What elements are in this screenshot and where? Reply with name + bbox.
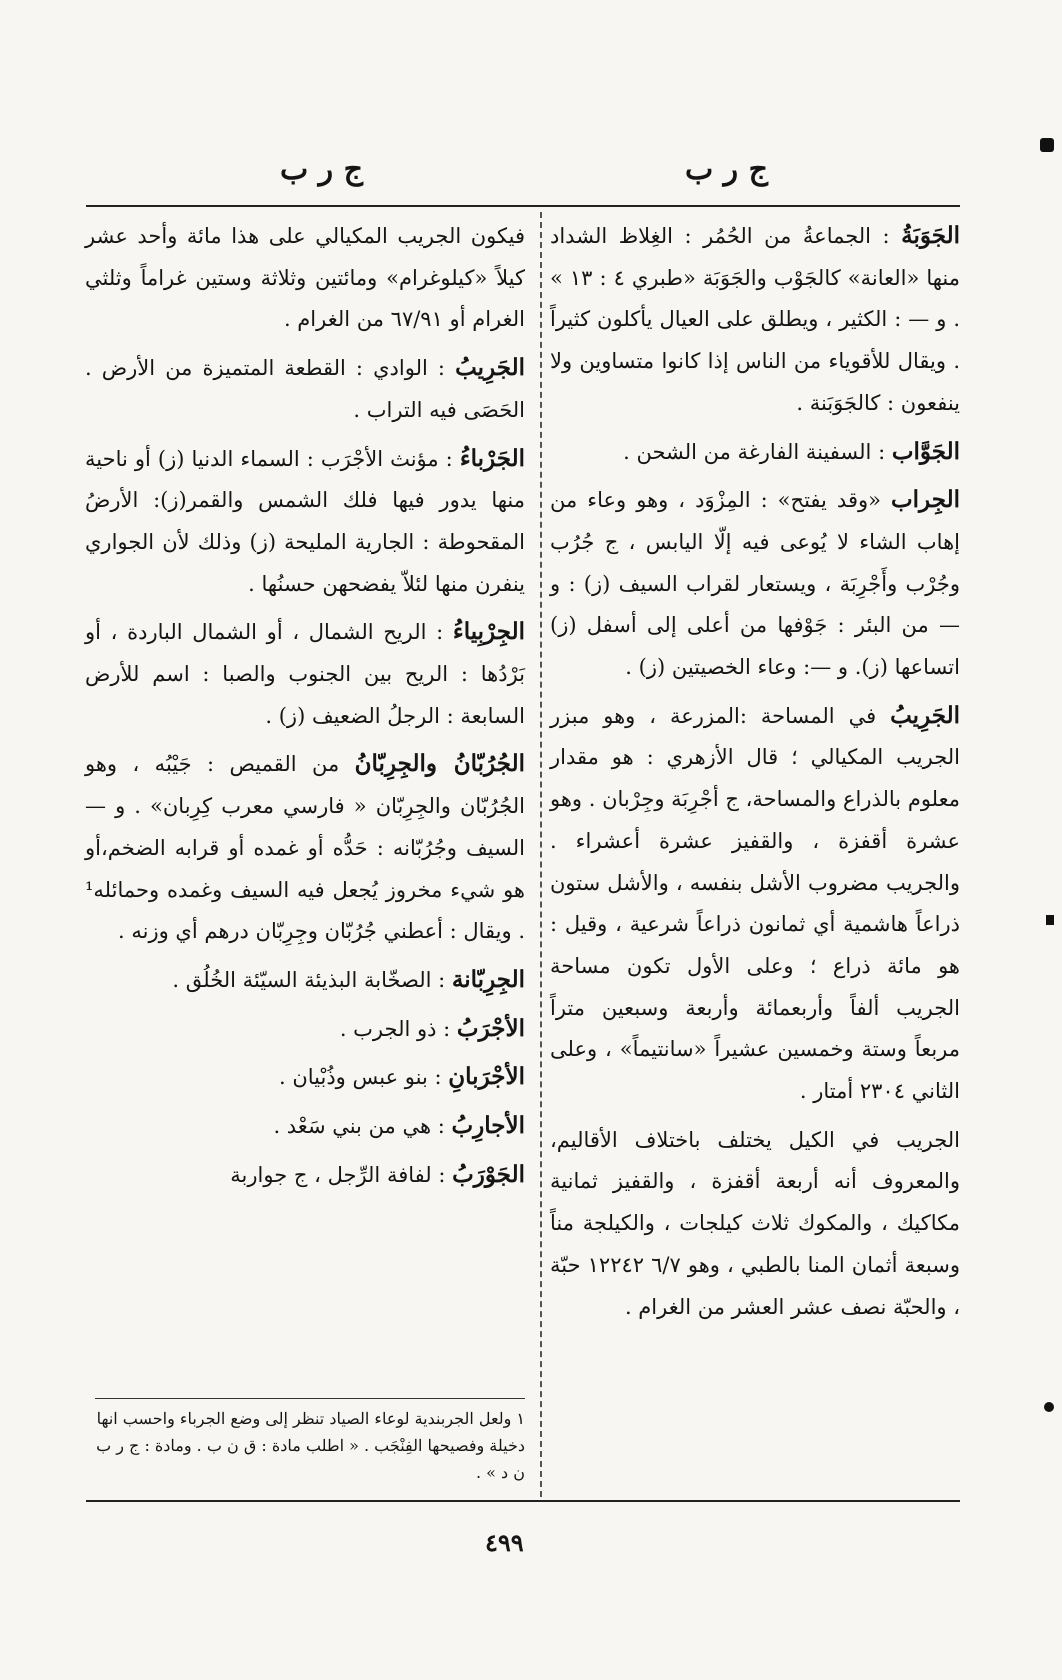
headword: الجِرِبّانة	[451, 965, 525, 993]
headword: الجُرُبّانُ والجِرِبّانُ	[354, 750, 525, 778]
entry	[550, 215, 960, 425]
headword: الجَوَّاب	[891, 437, 960, 465]
scan-edge-mark	[1044, 1402, 1054, 1412]
entry	[550, 431, 960, 474]
scan-edge-mark	[1040, 138, 1054, 152]
definition: فيكون الجريب المكيالي على هذا مائة وأحد عشر كيلاً «كيلوغرام» ومائتين وثلاثة وستين غراماً وثلثي الغرام أو ٦٧/٩١ من الغرام .	[85, 224, 525, 332]
entry	[550, 479, 960, 689]
headword: الأجارِبُ	[451, 1112, 525, 1140]
definition: : الصخّابة البذيئة السيّئة الخُلُق .	[172, 967, 446, 992]
scan-edge-mark	[1046, 915, 1054, 925]
column-divider	[540, 212, 542, 1497]
headword: الأجْرَبُ	[456, 1014, 525, 1042]
headword: الجِرْبِياءُ	[452, 618, 525, 646]
entry	[85, 1008, 525, 1051]
definition: في المساحة :المزرعة ، وهو مبزر الجريب المكيالي ؛ قال الأزهري : هو مقدار معلوم بالذراع والمساحة، ج أجْرِبَة وجِرْبان . وهو عشرة أقفزة ، والقفيز عشرة أعشراء . والجريب مضروب الأشل بنفسه ، والأشل ستون ذراعاً هاشمية أي ثمانون ذراعاً شرعية ، وقيل : هو مائة ذراع ؛ وعلى الأول تكون مساحة الجريب ألفاً وأربعمائة وأربعة وسبعين متراً مربعاً وستة وخمسين عشيراً «سانتيماً» ، وعلى الثاني ٢٣٠٤ أمتار .	[550, 703, 960, 1104]
headword: الجَوَبَةُ	[901, 222, 960, 249]
footer-rule	[86, 1500, 960, 1502]
definition: «وقد يفتح» : المِزْوَد ، وهو وعاء من إهاب الشاء لا يُوعى فيه إلّا اليابس ، ج جُرُب وجُرْب وأَجْرِبَة ، ويستعار لقراب السيف (ز) : و — من البئر : جَوْفها من أعلى إلى أسفل (ز) اتساعها (ز). و —: وعاء الخصيتين (ز) .	[550, 488, 960, 680]
definition: : بنو عبس وذُبْيان .	[278, 1065, 442, 1090]
definition: من القميص : جَيْبُه ، وهو الجُرُبّان والجِرِبّان « فارسي معرب كِرِبان» . و — السيف وجُرُبّانه : حَدُّه أو غمده أو قرابه الضخم،أو هو شيء مخروز يُجعل فيه السيف وغمده وحمائله¹ . ويقال : أعطني جُرُبّان وجِرِبّان درهم أي وزنه .	[85, 752, 525, 944]
definition: : هي من بني سَعْد .	[273, 1114, 445, 1139]
headword: الجَرِيبُ	[455, 354, 525, 382]
entry	[85, 438, 525, 606]
entry	[85, 215, 525, 341]
entry	[550, 1119, 960, 1329]
definition: : الوادي : القطعة المتميزة من الأرض . الحَصَى فيه التراب .	[85, 356, 525, 422]
entry	[85, 743, 525, 953]
footnote-rule	[95, 1398, 525, 1399]
entry	[550, 695, 960, 1113]
headword: الجَوْرَبُ	[452, 1160, 525, 1188]
definition: الجريب في الكيل يختلف باختلاف الأقاليم، والمعروف أنه أربعة أقفزة ، والقفيز ثمانية مكاكيك ، والمكوك ثلاث كيلجات ، والكيلجة مناً وسبعة أثمان المنا بالطبي ، وهو ٦/٧ ١٢٢٤٢ حبّة ، والحبّة نصف عشر العشر من الغرام .	[550, 1127, 960, 1319]
entry	[85, 1056, 525, 1099]
headword: الجِراب	[891, 486, 960, 514]
running-header-right: ج ر ب	[685, 152, 768, 187]
definition: : السفينة الفارغة من الشحن .	[623, 439, 886, 464]
entry	[85, 1154, 525, 1197]
entry	[85, 1105, 525, 1148]
page-number: ٤٩٩	[485, 1528, 524, 1557]
footnote: ١ ولعل الجربندية لوعاء الصياد تنظر إلى وضع الجرباء واحسب انها دخيلة وفصيحها الفِنْجَب . « اطلب مادة : ق ن ب . ومادة : ج ر ب ن د » .	[96, 1409, 525, 1482]
entry	[85, 959, 525, 1002]
headword: الجَرْباءُ	[459, 444, 525, 472]
definition: : الريح الشمال ، أو الشمال الباردة ، أو بَرْدُها : الريح بين الجنوب والصبا : اسم للأرض السابعة : الرجلُ الضعيف (ز) .	[85, 620, 525, 728]
running-header-left: ج ر ب	[280, 152, 363, 187]
headword: الأجْرَبانِ	[448, 1063, 525, 1091]
header-rule	[86, 205, 960, 207]
entry	[85, 611, 525, 737]
definition: : ذو الجرب .	[339, 1016, 451, 1041]
left-column	[85, 215, 525, 1202]
definition: : لفافة الرِّجل ، ج جواربة	[230, 1162, 446, 1187]
entry	[85, 347, 525, 431]
right-column	[550, 215, 960, 1334]
definition: : الجماعةُ من الحُمُر : الغِلاظ الشداد منها «العانة» كالجَوْب والجَوَبَة «طبري ٤ : ١٣ » . و — : الكثير ، ويطلق على العيال يأكلون كثيراً . ويقال للأقوياء من الناس إذا كانوا متساوين ولا ينفعون : كالجَوَبَنة .	[550, 224, 960, 415]
headword: الجَرِيبُ	[890, 701, 960, 729]
definition: : مؤنث الأجْرَب : السماء الدنيا (ز) أو ناحية منها يدور فيها فلك الشمس والقمر(ز): الأرضُ المقحوطة : الجارية المليحة (ز) وذلك لأن الجواري ينفرن منها لئلاّ يفضحهن حسنُها .	[85, 446, 525, 596]
